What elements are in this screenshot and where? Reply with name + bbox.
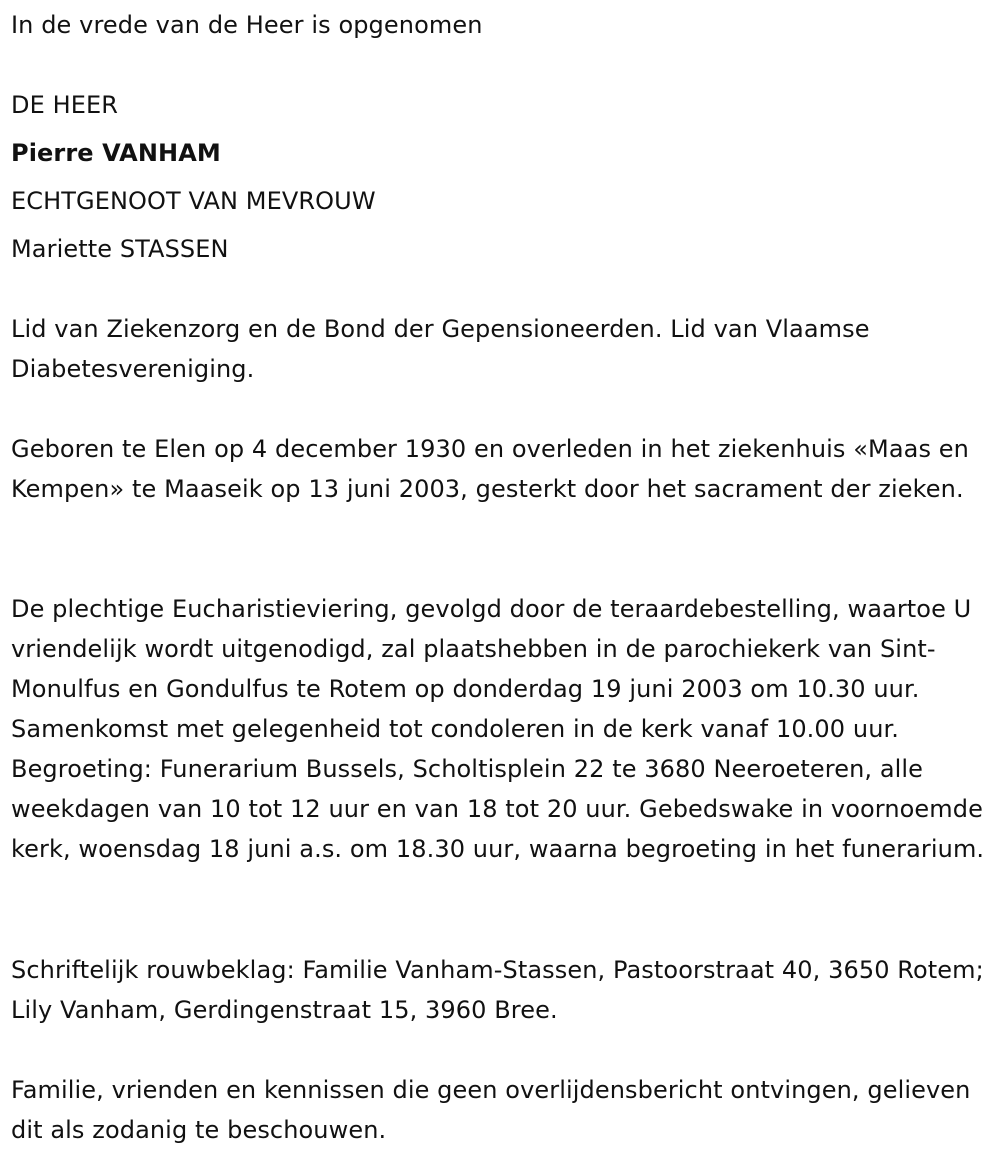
deceased-name: Pierre VANHAM bbox=[11, 139, 221, 167]
honorific: DE HEER bbox=[11, 91, 119, 119]
intro-line: In de vrede van de Heer is opgenomen bbox=[11, 11, 483, 39]
memberships-paragraph: Lid van Ziekenzorg en de Bond der Gepensioneerden. Lid van Vlaamse Diabetesvereniging. bbox=[11, 315, 870, 383]
funeral-paragraph: De plechtige Eucharistieviering, gevolgd door de teraardebestelling, waartoe U vriendelijk wordt uitgenodigd, zal plaatshebben in de parochiekerk van Sint-Monulfus en Gondulfus te Rotem op donderdag 19 juni 2003 om 10.30 uur. Samenkomst met gelegenheid tot condoleren in de kerk vanaf 10.00 uur. Begroeting: Funerarium Bussels, Scholtisplein 22 te 3680 Neeroeteren, alle weekdagen van 10 tot 12 uur en van 18 tot 20 uur. Gebedswake in voornoemde kerk, woensdag 18 juni a.s. om 18.30 uur, waarna begroeting in het funerarium. bbox=[11, 595, 985, 863]
condolences-paragraph: Schriftelijk rouwbeklag: Familie Vanham-Stassen, Pastoorstraat 40, 3650 Rotem; Lily Vanham, Gerdingenstraat 15, 3960 Bree. bbox=[11, 956, 984, 1024]
relation-line: ECHTGENOOT VAN MEVROUW bbox=[11, 187, 376, 215]
closing-paragraph: Familie, vrienden en kennissen die geen overlijdensbericht ontvingen, gelieven dit als zodanig te beschouwen. bbox=[11, 1076, 971, 1144]
spouse-name: Mariette STASSEN bbox=[11, 235, 229, 263]
birth-death-paragraph: Geboren te Elen op 4 december 1930 en overleden in het ziekenhuis «Maas en Kempen» te Maaseik op 13 juni 2003, gesterkt door het sacrament der zieken. bbox=[11, 435, 969, 503]
